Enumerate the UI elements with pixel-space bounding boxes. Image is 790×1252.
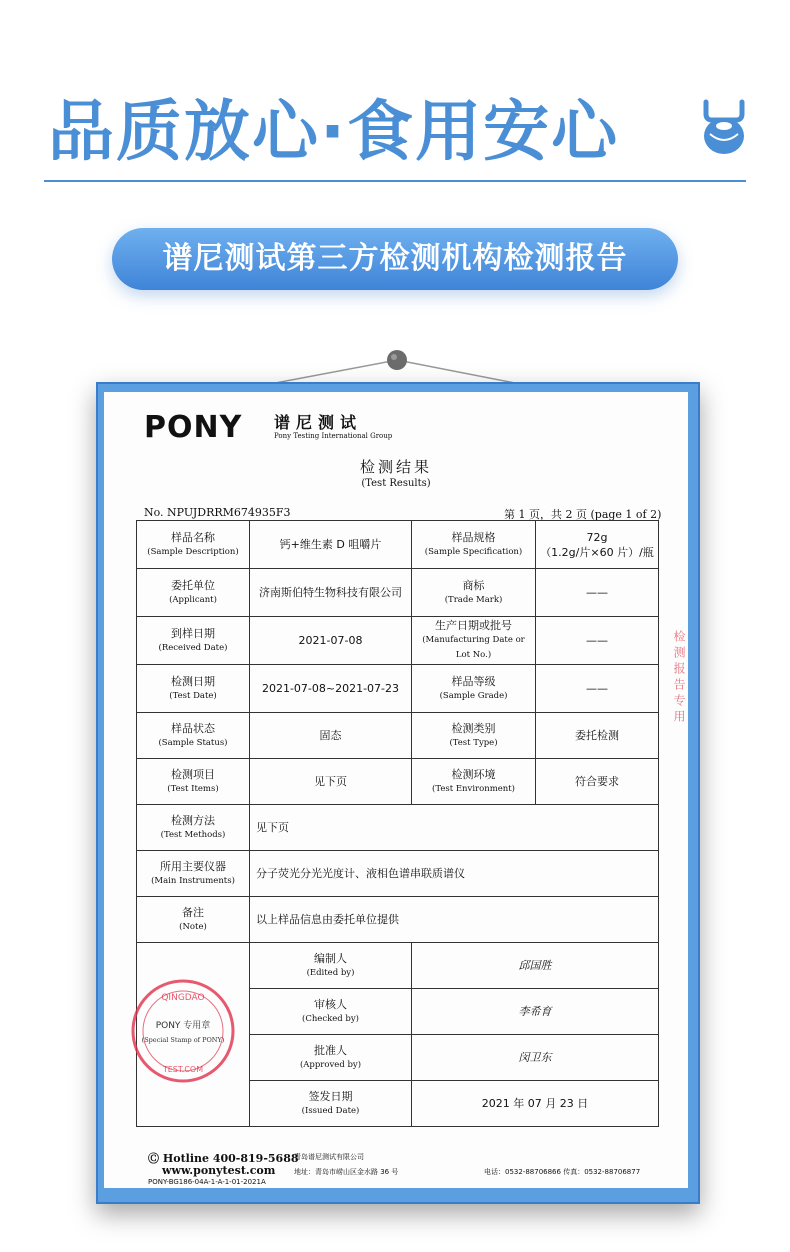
signature: 邱国胜 [412,943,659,989]
side-stamp: 检测报告专用 [672,630,686,726]
field-label: 到样日期 (Received Date) [137,617,250,665]
field-value: 钙+维生素 D 咀嚼片 [250,521,412,569]
title-divider [44,180,746,182]
field-value: 分子荧光分光光度计、液相色谱串联质谱仪 [250,851,659,897]
signature-row [137,943,659,989]
field-value: —— [536,617,659,665]
report-document [104,392,688,1188]
footer-code: PONY-BG186-04A-1-A-1-01-2021A [148,1178,266,1186]
footer-web: www.ponytest.com [162,1164,276,1177]
doc-title: 检测结果 [359,458,432,476]
field-value: 以上样品信息由委托单位提供 [250,897,659,943]
field-value: 见下页 [250,805,659,851]
field-label: 生产日期或批号 (Manufacturing Date or Lot No.) [412,617,536,665]
field-label: 检测日期 (Test Date) [137,665,250,713]
footer-tel: 电话：0532-88706866 传真：0532-88706877 [484,1168,641,1176]
field-value: 2021-07-08 [250,617,412,665]
field-value: —— [536,665,659,713]
field-label: 批准人 (Approved by) [250,1035,412,1081]
field-label: 签发日期 (Issued Date) [250,1081,412,1127]
field-label: 编制人 (Edited by) [250,943,412,989]
stamp-text: PONY 专用章 [155,1021,211,1031]
field-label: 所用主要仪器 (Main Instruments) [137,851,250,897]
pony-cn-name: 谱尼测试 [274,413,363,432]
field-value: 符合要求 [536,759,659,805]
field-label: 样品等级 (Sample Grade) [412,665,536,713]
field-label: 样品状态 (Sample Status) [137,713,250,759]
footer-address: 地址：青岛市崂山区金水路 36 号 [294,1168,399,1176]
signature: 闵卫东 [412,1035,659,1081]
footer-hotline-text: Hotline 400-819-5688 [162,1152,299,1165]
footer-company: 青岛谱尼测试有限公司 [294,1153,364,1161]
table-row [137,805,659,851]
field-label: 备注 (Note) [137,897,250,943]
field-label: 商标 (Trade Mark) [412,569,536,617]
doc-subtitle: (Test Results) [361,478,431,489]
field-label: 检测方法 (Test Methods) [137,805,250,851]
field-value: 2021-07-08~2021-07-23 [250,665,412,713]
table-row [137,521,659,569]
issued-date: 2021 年 07 月 23 日 [412,1081,659,1127]
report-frame [96,382,700,1204]
table-row [137,897,659,943]
field-label: 样品规格 (Sample Specification) [412,521,536,569]
field-label: 样品名称 (Sample Description) [137,521,250,569]
page-number: 第 1 页，共 2 页 (page 1 of 2) [504,508,662,521]
field-value: 72g （1.2g/片×60 片）/瓶 [536,521,659,569]
headline: 品质放心·食用安心 [48,93,620,170]
table-row [137,665,659,713]
field-label: 检测项目 (Test Items) [137,759,250,805]
field-value: 见下页 [250,759,412,805]
field-value: 委托检测 [536,713,659,759]
field-label: 审核人 (Checked by) [250,989,412,1035]
stamp-en-text: (Special Stamp of PONY) [141,1036,225,1044]
table-row [137,713,659,759]
results-table [136,520,659,1127]
field-label: 委托单位 (Applicant) [137,569,250,617]
field-label: 检测环境 (Test Environment) [412,759,536,805]
signature: 李希育 [412,989,659,1035]
svg-text:QINGDAO: QINGDAO [161,993,205,1003]
field-value: 固态 [250,713,412,759]
footer-hotline: Ⓒ Hotline 400-819-5688 [148,1152,299,1165]
field-value: 济南斯伯特生物科技有限公司 [250,569,412,617]
field-label: 检测类别 (Test Type) [412,713,536,759]
table-row [137,759,659,805]
report-banner: 谱尼测试第三方检测机构检测报告 [112,228,678,290]
report-number: No. NPUJDRRM674935F3 [144,506,291,519]
field-value: —— [536,569,659,617]
stamp-cell [137,943,250,1127]
table-row [137,851,659,897]
pony-en-name: Pony Testing International Group [274,432,393,440]
table-row [137,569,659,617]
svg-text:TEST.COM: TEST.COM [162,1065,204,1074]
table-row [137,617,659,665]
brand-logo-icon [698,96,750,156]
pony-logo: PONY [144,410,243,445]
